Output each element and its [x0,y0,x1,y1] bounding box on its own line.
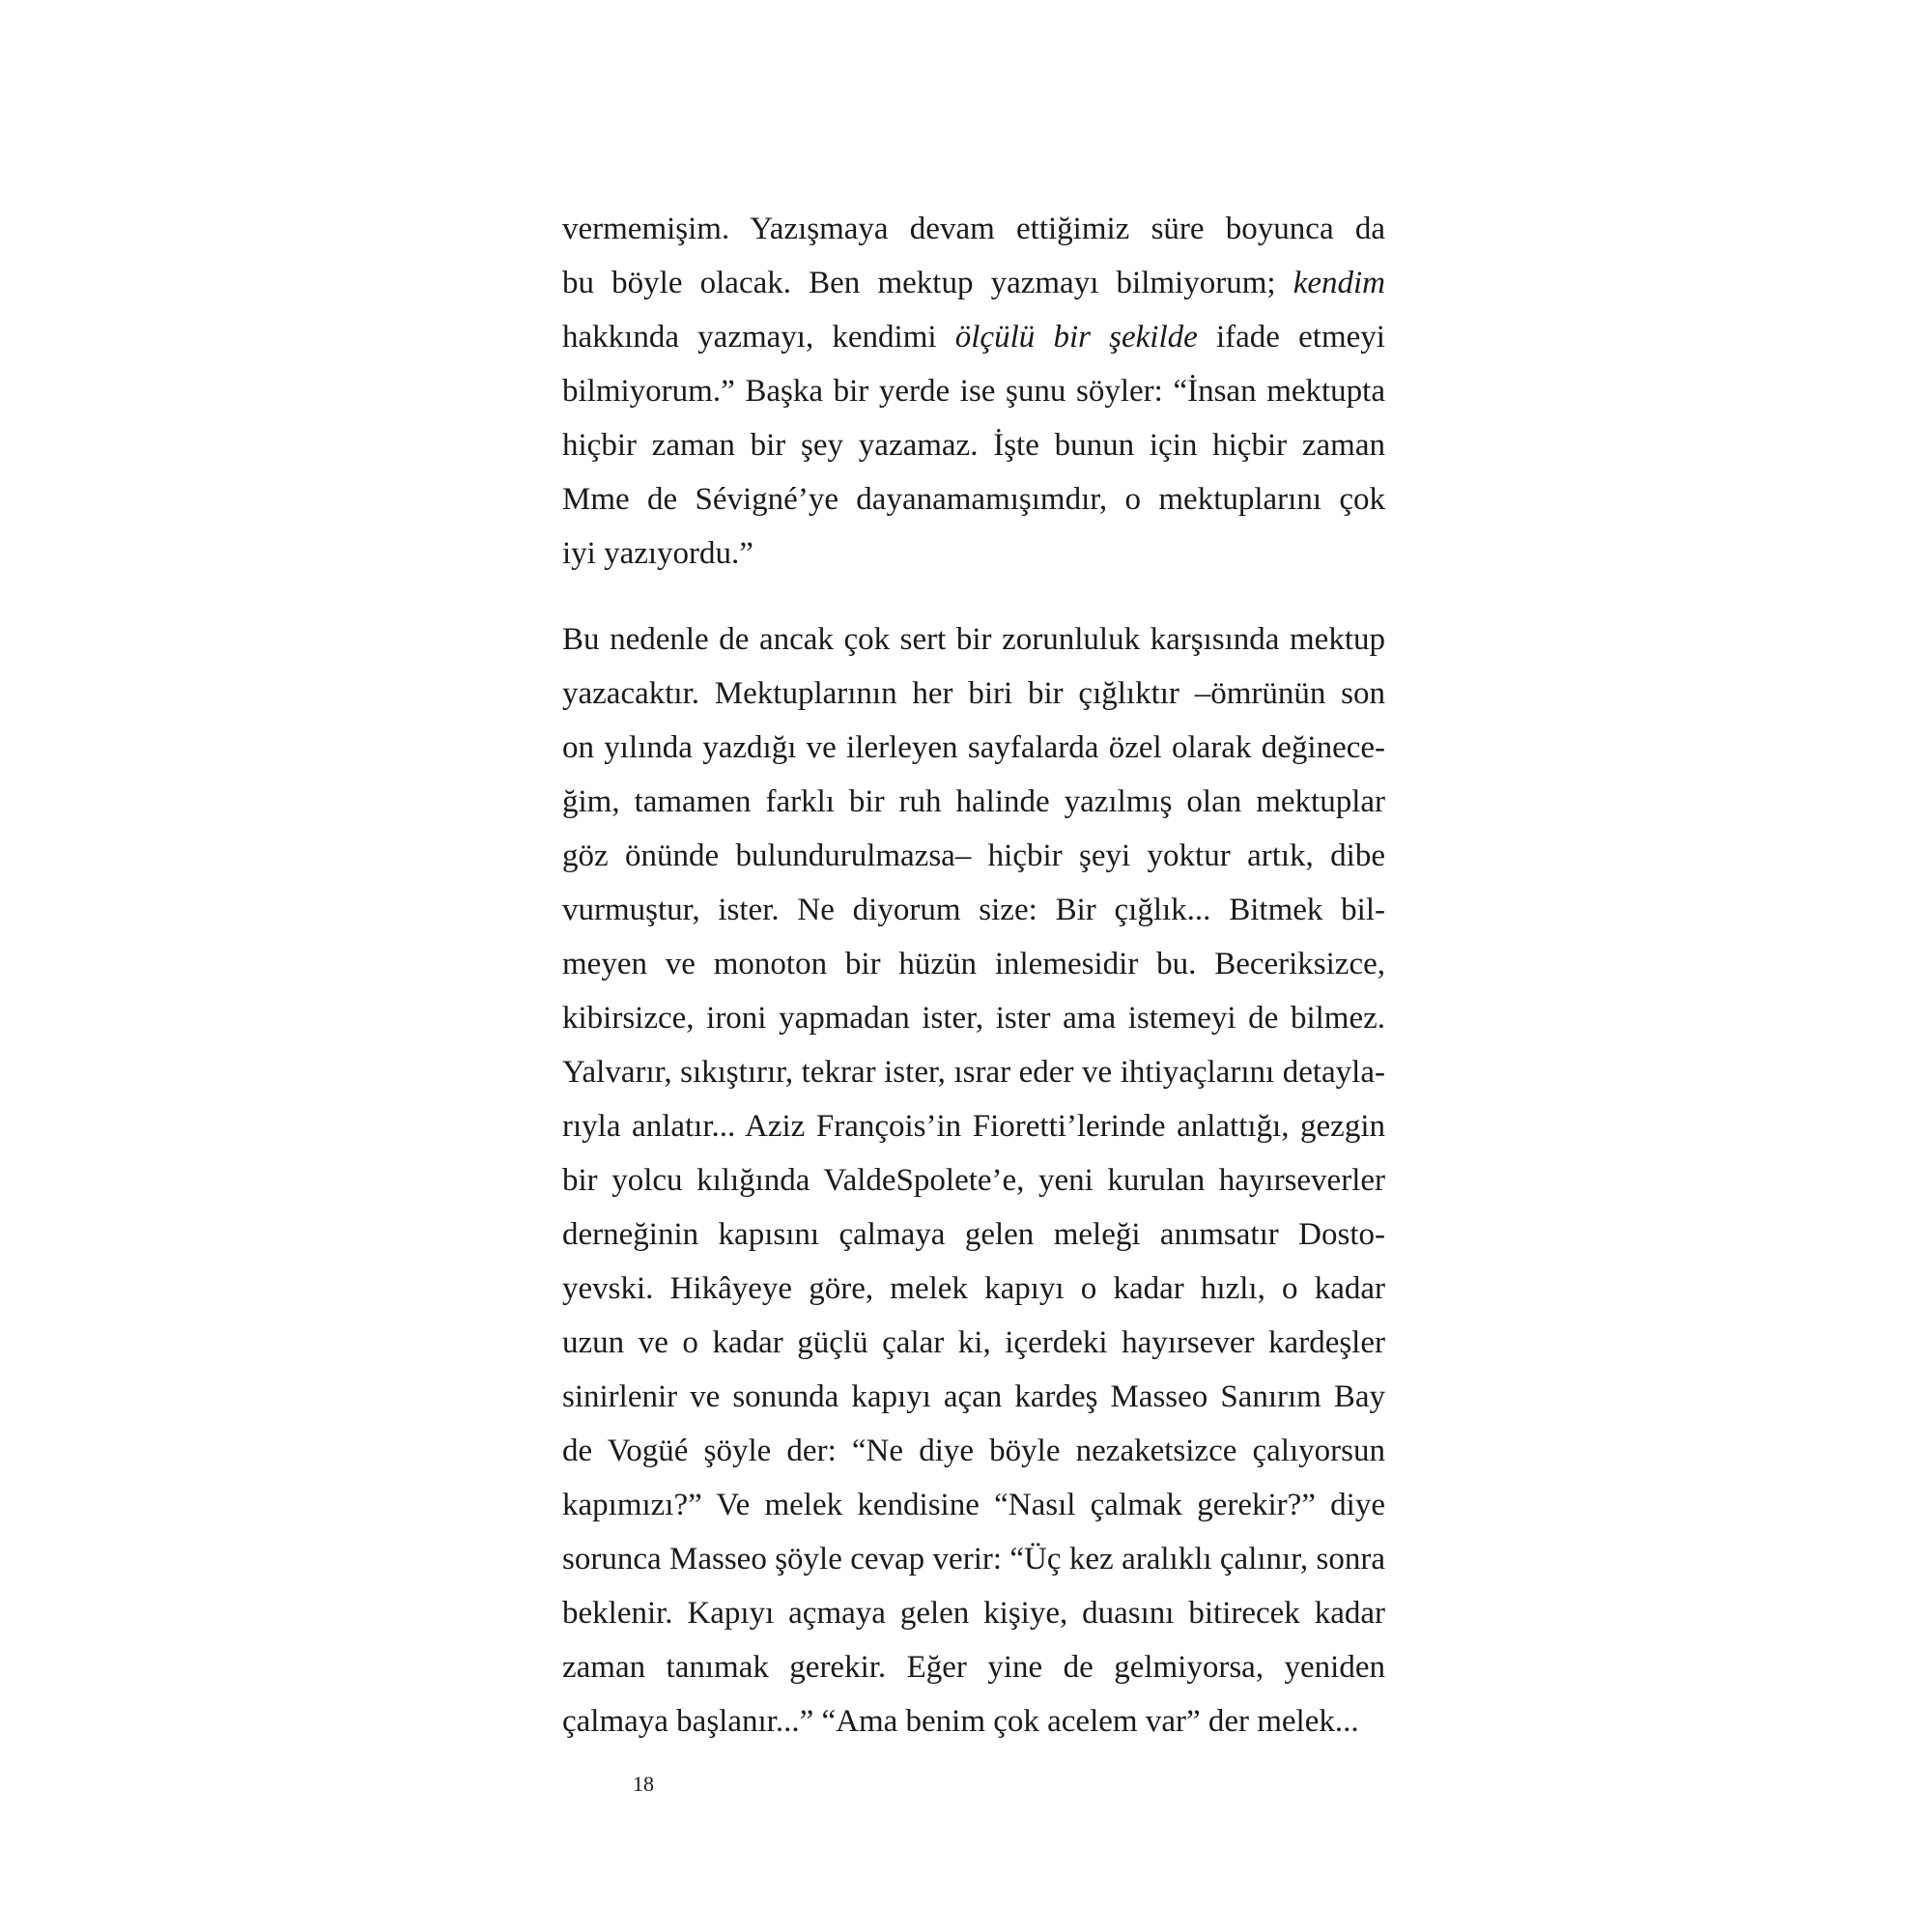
text-segment: hakkında yazmayı, kendimi [562,320,955,355]
text-segment: bu böyle olacak. Ben mektup yazmayı bilmiyorum; [562,266,1293,300]
text-line: çalmaya başlanır...” “Ama benim çok acelem var” der melek... [562,1704,1359,1739]
italic-text: kendim [1293,266,1385,300]
text-segment: ifade etmeyi [1197,320,1385,355]
text-line: hiçbir zaman bir şey yazamaz. İşte bunun için hiçbir zaman [562,428,1385,463]
text-line: beklenir. Kapıyı açmaya gelen kişiye, duasını bitirecek kadar [562,1596,1385,1631]
text-line: Mme de Sévigné’ye dayanamamışımdır, o mektuplarını çok [562,482,1385,517]
text-line: vermemişim. Yazışmaya devam ettiğimiz süre boyunca da [562,212,1385,246]
text-line: uzun ve o kadar güçlü çalar ki, içerdeki hayırsever kardeşler [562,1325,1385,1360]
text-line [562,310,1385,364]
text-line: Bu nedenle de ancak çok sert bir zorunluluk karşısında mektup [562,622,1385,657]
text-line: yevski. Hikâyeye göre, melek kapıyı o kadar hızlı, o kadar [562,1271,1385,1306]
text-line: kibirsizce, ironi yapmadan ister, ister ama istemeyi de bilmez. [562,1001,1385,1036]
text-line: Yalvarır, sıkıştırır, tekrar ister, ısrar eder ve ihtiyaçlarını detayla- [562,1055,1385,1090]
text-line: rıyla anlatır... Aziz François’in Fioretti’lerinde anlattığı, gezgin [562,1109,1385,1144]
paragraph-2 [562,612,1385,1748]
text-line [562,256,1385,310]
text-line: de Vogüé şöyle der: “Ne diye böyle nezaketsizce çalıyorsun [562,1434,1385,1468]
text-line: yazacaktır. Mektuplarının her biri bir çığlıktır –ömrünün son [562,676,1385,711]
text-line: sinirlenir ve sonunda kapıyı açan kardeş Masseo Sanırım Bay [562,1379,1385,1414]
text-line: on yılında yazdığı ve ilerleyen sayfalarda özel olarak değinece- [562,730,1385,765]
text-line: göz önünde bulundurulmazsa– hiçbir şeyi yoktur artık, dibe [562,838,1385,873]
page-number: 18 [633,1772,654,1796]
italic-text: ölçülü bir şekilde [954,320,1198,355]
text-line: bir yolcu kılığında ValdeSpolete’e, yeni kurulan hayırseverler [562,1163,1385,1198]
text-line: vurmuştur, ister. Ne diyorum size: Bir çığlık... Bitmek bil- [562,893,1385,927]
text-line: kapımızı?” Ve melek kendisine “Nasıl çalmak gerekir?” diye [562,1488,1385,1522]
paragraph-1 [562,202,1385,581]
text-line: ğim, tamamen farklı bir ruh halinde yazılmış olan mektuplar [562,784,1385,819]
text-line: bilmiyorum.” Başka bir yerde ise şunu söyler: “İnsan mektupta [562,374,1385,409]
text-line: meyen ve monoton bir hüzün inlemesidir bu. Beceriksizce, [562,947,1385,981]
text-line: sorunca Masseo şöyle cevap verir: “Üç kez aralıklı çalınır, sonra [562,1542,1385,1577]
text-line: iyi yazıyordu.” [562,536,753,571]
text-line: zaman tanımak gerekir. Eğer yine de gelmiyorsa, yeniden [562,1650,1385,1685]
text-line: derneğinin kapısını çalmaya gelen meleği anımsatır Dosto- [562,1217,1385,1252]
